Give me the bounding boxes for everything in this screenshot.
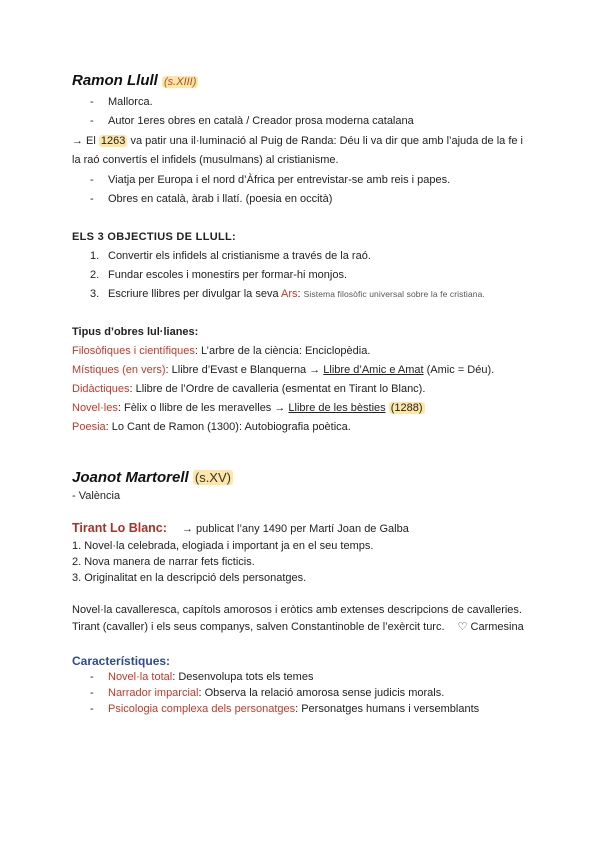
objectiu-1-number: 1. [90,250,100,262]
llull-arrow-line-1 [72,135,523,147]
llull-bullet-4: Obres en català, àrab i llatí. (poesia en occità) [108,193,333,205]
martorell-place: - València [72,490,121,502]
tirant-paragraph-2 [72,620,524,633]
dash-bullet: - [90,703,94,715]
ars-description: Sistema filosòfic universal sobre la fe cristiana. [303,289,485,299]
tipus-text: (Amic = Déu). [423,364,495,376]
llull-title: Ramon Llull [72,72,158,89]
caracteristica-3 [108,703,479,715]
objectiu-1: Convertir els infidels al cristianisme a través de la raó. [108,250,371,262]
objectius-heading: ELS 3 OBJECTIUS DE LLULL: [72,231,236,243]
tipus-noveles [72,402,425,414]
caracteristica-2 [108,687,444,699]
tirant-point-3: 3. Originalitat en la descripció dels personatges. [72,572,307,584]
tirant-point-1: 1. Novel·la celebrada, elogiada i important ja en el seu temps. [72,540,374,552]
carmesina: Carmesina [470,621,524,633]
tipus-text: : Llibre d’Evast e Blanquerna → [165,364,324,376]
tipus-text: : Fèlix o llibre de les meravelles → [117,402,289,414]
book-title: Llibre d’Amic e Amat [323,364,424,376]
tirant-point-2: 2. Nova manera de narrar fets ficticis. [72,556,255,568]
caracteristica-text: : Observa la relació amorosa sense judicis morals. [198,687,445,699]
heart-icon: ♡ [457,621,468,633]
dash-bullet: - [90,96,94,108]
tipus-label: Poesia [72,421,106,433]
arrow-prefix: → El [72,135,99,147]
objectiu-3 [108,288,485,300]
tipus-text: : Llibre de l’Ordre de cavalleria (esmentat en Tirant lo Blanc). [129,383,426,395]
dash-bullet: - [90,115,94,127]
arrow-text: va patir una il·luminació al Puig de Randa: Déu li va dir que amb l’ajuda de la fe i [127,135,524,147]
caracteristica-label: Psicologia complexa dels personatges [108,703,296,715]
tipus-heading: Tipus d’obres lul·lianes: [72,326,199,338]
tipus-text: : L’arbre de la ciència: Enciclopèdia. [194,345,371,357]
book-title: Llibre de les bèsties [288,402,386,414]
martorell-title: Joanot Martorell [72,469,189,486]
year-1263: 1263 [100,135,126,147]
dash-bullet: - [90,174,94,186]
llull-century: (s.XIII) [164,76,197,88]
martorell-heading [72,469,233,486]
llull-arrow-line-2: la raó convertís el infidels (musulmans) al cristianisme. [72,154,339,166]
objectiu-2: Fundar escoles i monestirs per formar-hi monjos. [108,269,348,281]
dash-bullet: - [90,671,94,683]
caracteristica-1 [108,671,313,683]
caracteristiques-heading: Característiques: [72,654,171,668]
tipus-text: : Lo Cant de Ramon (1300): Autobiografia poètica. [105,421,351,433]
tipus-didactiques [72,383,425,395]
paragraph-text: Tirant (cavaller) i els seus companys, salven Constantinoble de l’exèrcit turc. [72,621,445,633]
objectiu-3-number: 3. [90,288,100,300]
tirant-line [72,521,409,535]
llull-bullet-1: Mallorca. [108,96,153,108]
llull-bullet-2: Autor 1eres obres en català / Creador prosa moderna catalana [108,115,414,127]
objectiu-2-number: 2. [90,269,100,281]
dash-bullet: - [90,687,94,699]
tipus-filosofiques [72,345,370,357]
caracteristica-label: Narrador imparcial [108,687,199,699]
tipus-label: Místiques (en vers) [72,364,166,376]
year-1288: (1288) [390,402,423,414]
dash-bullet: - [90,193,94,205]
martorell-century: (s.XV) [194,470,231,485]
tipus-label: Didàctiques [72,383,130,395]
tipus-poesia [72,421,351,433]
llull-bullet-3: Viatja per Europa i el nord d’Àfrica per entrevistar-se amb reis i papes. [108,174,451,186]
caracteristica-text: : Personatges humans i versemblants [295,703,480,715]
tirant-title: Tirant Lo Blanc: [72,521,167,535]
objectiu-3-text: Escriure llibres per divulgar la seva [108,288,282,300]
llull-heading [72,72,198,89]
ars-term: Ars [281,288,298,300]
ars-note: : [297,288,304,300]
tipus-label: Filosòfiques i científiques [72,345,195,357]
tirant-info: → publicat l’any 1490 per Martí Joan de Galba [181,523,409,535]
tipus-label: Novel·les [72,402,118,414]
caracteristica-text: : Desenvolupa tots els temes [172,671,314,683]
tirant-paragraph-1: Novel·la cavalleresca, capítols amorosos i eròtics amb extenses descripcions de cavalleries. [72,604,522,616]
tipus-mistiques [72,364,494,376]
caracteristica-label: Novel·la total [108,671,173,683]
